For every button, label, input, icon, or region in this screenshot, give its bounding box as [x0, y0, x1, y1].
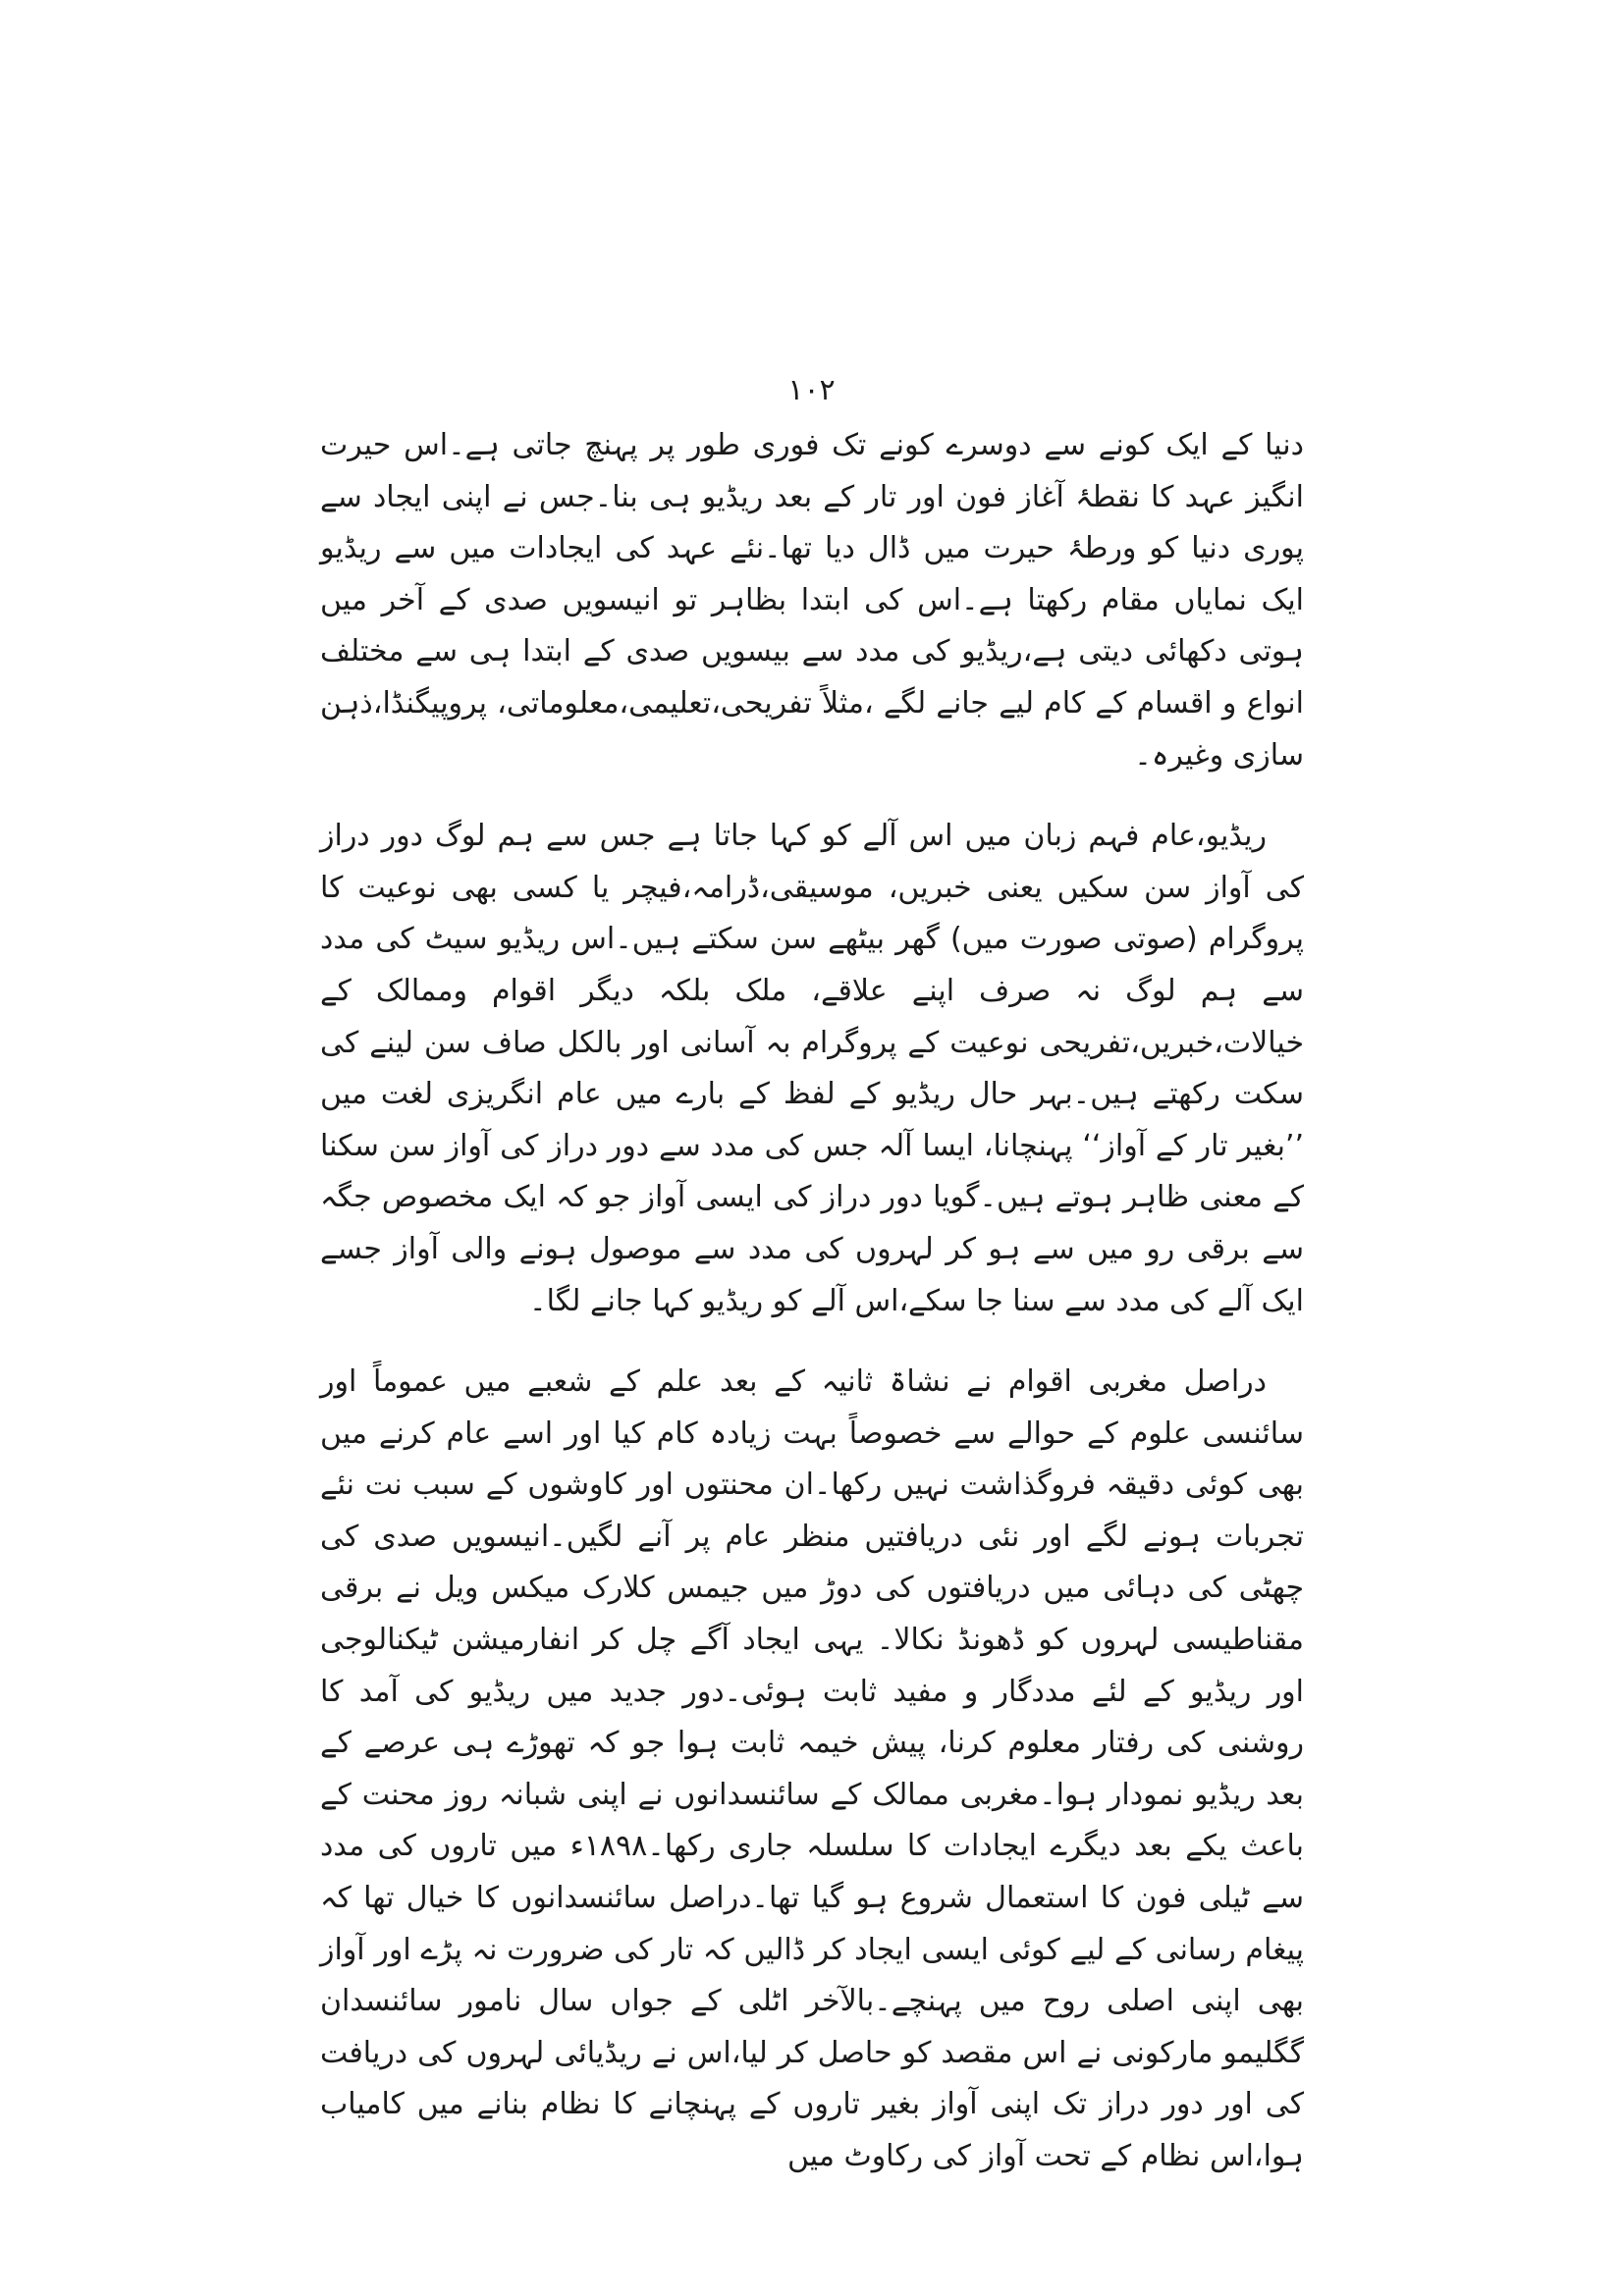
body-text — [320, 420, 1304, 2183]
page-number: ١٠٢ — [787, 373, 836, 407]
paragraph-3: دراصل مغربی اقوام نے نشاۃ ثانیہ کے بعد علم کے شعبے میں عموماً اور سائنسی علوم کے حوالے سے خصوصاً بہت زیادہ کام کیا اور اسے عام کرنے میں بھی کوئی دقیقہ فروگذاشت نہیں رکھا۔ان محنتوں اور کاوشوں کے سبب نت نئے تجربات ہونے لگے اور نئی دریافتیں منظر عام پر آنے لگیں۔انیسویں صدی کی چھٹی کی دہائی میں دریافتوں کی دوڑ میں جیمس کلارک میکس ویل نے برقی مقناطیسی لہروں کو ڈھونڈ نکالا۔ یہی ایجاد آگے چل کر انفارمیشن ٹیکنالوجی اور ریڈیو کے لئے مددگار و مفید ثابت ہوئی۔دور جدید میں ریڈیو کی آمد کا روشنی کی رفتار معلوم کرنا، پیش خیمہ ثابت ہوا جو کہ تھوڑے ہی عرصے کے بعد ریڈیو نمودار ہوا۔مغربی ممالک کے سائنسدانوں نے اپنی شبانہ روز محنت کے باعث یکے بعد دیگرے ایجادات کا سلسلہ جاری رکھا۔۱۸۹۸ء میں تاروں کی مدد سے ٹیلی فون کا استعمال شروع ہو گیا تھا۔دراصل سائنسدانوں کا خیال تھا کہ پیغام رسانی کے لیے کوئی ایسی ایجاد کر ڈالیں کہ تار کی ضرورت نہ پڑے اور آواز بھی اپنی اصلی روح میں پہنچے۔بالآخر اٹلی کے جواں سال نامور سائنسدان گگلیمو مارکونی نے اس مقصد کو حاصل کر لیا،اس نے ریڈیائی لہروں کی دریافت کی اور دور دراز تک اپنی آواز بغیر تاروں کے پہنچانے کا نظام بنانے میں کامیاب ہوا،اس نظام کے تحت آواز کی رکاوٹ میں — [320, 1364, 1304, 2173]
paragraph-2: ریڈیو،عام فہم زبان میں اس آلے کو کہا جاتا ہے جس سے ہم لوگ دور دراز کی آواز سن سکیں یعنی خبریں، موسیقی،ڈرامہ،فیچر یا کسی بھی نوعیت کا پروگرام (صوتی صورت میں) گھر بیٹھے سن سکتے ہیں۔اس ریڈیو سیٹ کی مدد سے ہم لوگ نہ صرف اپنے علاقے، ملک بلکہ دیگر اقوام وممالک کے خیالات،خبریں،تفریحی نوعیت کے پروگرام بہ آسانی اور بالکل صاف سن لینے کی سکت رکھتے ہیں۔بہر حال ریڈیو کے لفظ کے بارے میں عام انگریزی لغت میں ’’بغیر تار کے آواز‘‘ پہنچانا، ایسا آلہ جس کی مدد سے دور دراز کی آواز سن سکنا کے معنی ظاہر ہوتے ہیں۔گویا دور دراز کی ایسی آواز جو کہ ایک مخصوص جگہ سے برقی رو میں سے ہو کر لہروں کی مدد سے موصول ہونے والی آواز جسے ایک آلے کی مدد سے سنا جا سکے،اس آلے کو ریڈیو کہا جانے لگا۔ — [320, 819, 1304, 1318]
paragraph-1: دنیا کے ایک کونے سے دوسرے کونے تک فوری طور پر پہنچ جاتی ہے۔اس حیرت انگیز عہد کا نقطۂ آغاز فون اور تار کے بعد ریڈیو ہی بنا۔جس نے اپنی ایجاد سے پوری دنیا کو ورطۂ حیرت میں ڈال دیا تھا۔نئے عہد کی ایجادات میں سے ریڈیو ایک نمایاں مقام رکھتا ہے۔اس کی ابتدا بظاہر تو انیسویں صدی کے آخر میں ہوتی دکھائی دیتی ہے،ریڈیو کی مدد سے بیسویں صدی کے ابتدا ہی سے مختلف انواع و اقسام کے کام لیے جانے لگے ،مثلاً تفریحی،تعلیمی،معلوماتی، پروپیگنڈا،ذہن سازی وغیرہ۔ — [320, 428, 1304, 773]
